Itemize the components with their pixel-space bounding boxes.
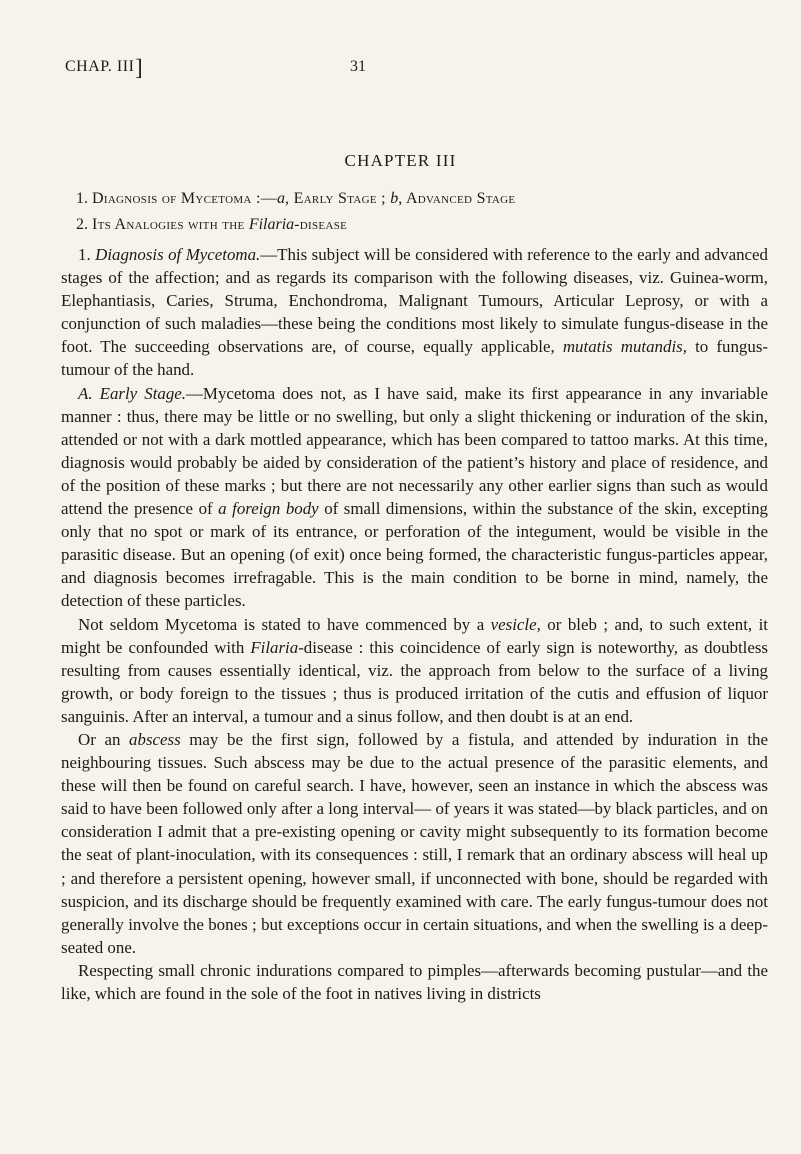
contents-item-italic: Filaria: [248, 216, 295, 233]
contents-item-number: 1.: [76, 190, 88, 207]
paragraph-diagnosis: [61, 243, 768, 382]
paragraph-text: of small dimensions, within the substance of the skin, excepting only that no spot or mark of its entrance, or perforation of the integument, would be visible in the parasitic disease. But an opening (of exit) once being formed, the characteristic fungus-particles appear, and diagnosis becomes irrefragable. This is the main condition to be borne in mind, namely, the detection of these particles.: [61, 499, 768, 611]
contents-item-text: , Early Stage ;: [285, 190, 391, 207]
contents-item-text: Its Analogies with the: [92, 216, 249, 233]
page-number: 31: [350, 58, 366, 75]
paragraph-text: Not seldom Mycetoma is stated to have commenced by a: [78, 614, 491, 634]
paragraph-text: Or an: [78, 729, 130, 749]
section-letter: A.: [78, 383, 93, 403]
contents-item-text: Diagnosis of Mycetoma :—: [92, 190, 278, 207]
paragraph-abscess: [61, 728, 768, 959]
contents-item-text: -disease: [294, 216, 348, 233]
paragraph-text: or bleb ; and, to such extent, it might be confounded with: [61, 614, 768, 657]
contents-item-text: , Advanced Stage: [398, 190, 516, 207]
chapter-title: CHAPTER III: [344, 151, 457, 170]
italic-phrase: abscess: [129, 729, 181, 749]
contents-item-italic: b: [390, 190, 399, 207]
italic-phrase: vesicle,: [490, 614, 541, 634]
paragraph-vesicle: [61, 613, 768, 728]
contents-item-italic: a: [277, 190, 286, 207]
running-head: [57, 55, 744, 82]
italic-phrase: Filaria: [250, 637, 299, 657]
paragraph-text: may be the first sign, followed by a fistula, and attended by induration in the neighbouring tissues. Such abscess may be due to the actual presence of the parasitic elements, and these will then be found on careful search. I have, however, seen an instance in which the abscess was said to have been followed only after a long interval— of years it was stated—by black particles, and on consideration I admit that a pre-existing opening or cavity might subsequently to its formation become the seat of plant-inoculation, with its consequences : still, I remark that an ordinary abscess will heal up ; and therefore a persistent opening, however small, if unconnected with bone, should be regarded with suspicion, and its discharge should be frequently examined with care. The early fungus-tumour does not generally involve the bones ; but exceptions occur in certain situations, and when the swelling is a deep-seated one.: [61, 729, 768, 957]
paragraph-text: —Mycetoma does not, as I have said, make its first appearance in any invariable manner : thus, there may be little or no swelling, but only a slight thickening or induration of the skin, attended or not with a dark mottled appearance, which has been compared to tattoo marks. At this time, diagnosis would probably be aided by consideration of the patient’s history and place of residence, and of the position of these marks ; but there are not necessarily any other earlier signs than such as would attend the presence of: [61, 383, 768, 519]
body-text: [61, 243, 768, 1005]
paragraph-text: —This subject will be considered with reference to the early and advanced stages of the affection; and as regards its comparison with the following diseases, viz. Guinea-worm, Elephantiasis, Caries, Struma, Enchondroma, Malignant Tumours, Articular Leprosy, or with a conjunction of such maladies—these being the conditions most likely to simulate fungus-disease in the foot. The succeeding observations are, of course, equally applicable,: [61, 245, 768, 357]
contents-item-number: 2.: [76, 216, 88, 233]
section-heading: Diagnosis of Mycetoma.: [95, 245, 261, 264]
paragraph-early-stage: [61, 382, 768, 613]
paragraph-text: Respecting small chronic indurations compared to pimples—afterwards becoming pustular—and the like, which are found in the sole of the foot in natives living in districts: [61, 960, 768, 1003]
contents-item-1: [76, 186, 766, 212]
italic-phrase: mutatis mutandis,: [562, 337, 687, 357]
paragraph-text: to fungus-tumour of the hand.: [61, 337, 769, 380]
chapter-reference: CHAP. III: [65, 58, 135, 75]
paragraph-indurations: [61, 959, 768, 1005]
header-bracket: ]: [135, 55, 143, 80]
section-heading: Early Stage.: [99, 383, 187, 403]
paragraph-text: -disease : this coincidence of early sign is noteworthy, as doubtless resulting from causes essentially identical, viz. the approach from below to the surface of a living growth, or body foreign to the tissues ; thus is produced irritation of the cutis and effusion of liquor sanguinis. After an interval, a tumour and a sinus follow, and then doubt is at an end.: [61, 637, 768, 726]
italic-phrase: a foreign body: [218, 499, 319, 519]
contents-item-2: [76, 212, 766, 238]
section-number: 1.: [78, 245, 91, 264]
chapter-contents: [76, 186, 766, 238]
